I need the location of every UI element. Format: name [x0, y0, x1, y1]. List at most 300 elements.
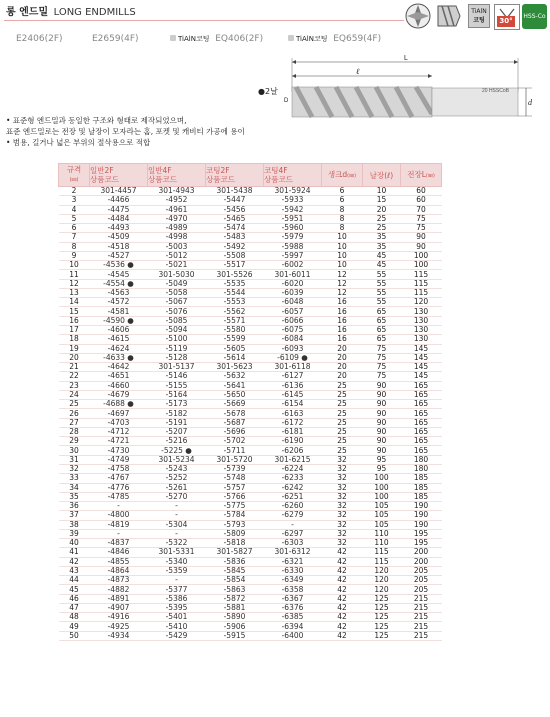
note-line-1: • 표준형 엔드밀과 동일한 구조와 형태로 제작되었으며,: [6, 116, 187, 125]
cell-code-coat-4f: -6039: [264, 288, 322, 297]
cell-code-coat-4f: -6066: [264, 316, 322, 325]
cell-code-coat-2f: -5571: [206, 316, 264, 325]
cell-overall-length: 205: [401, 566, 442, 575]
cell-size: 21: [59, 363, 90, 372]
cell-flute-length: 120: [363, 576, 401, 585]
cell-code-coat-4f: -6109 ●: [264, 353, 322, 362]
cell-code-2f: -4642: [90, 363, 148, 372]
cell-code-4f: -4989: [148, 224, 206, 233]
model-e2406: E2406(2F): [16, 34, 63, 44]
cell-size: 20: [59, 353, 90, 362]
header-code-coat-2f: 코팅2F 상품코드: [206, 164, 264, 187]
cell-code-2f: -4545: [90, 270, 148, 279]
cell-code-coat-4f: -6145: [264, 390, 322, 399]
cell-code-4f: -5119: [148, 344, 206, 353]
cell-code-coat-2f: -5890: [206, 613, 264, 622]
cell-size: 40: [59, 539, 90, 548]
cell-shank: 32: [322, 502, 363, 511]
cell-code-2f: -4679: [90, 390, 148, 399]
table-row: [59, 205, 442, 214]
cell-flute-length: 90: [363, 418, 401, 427]
table-row: [59, 187, 442, 196]
cell-code-coat-4f: -6002: [264, 261, 322, 270]
cell-code-coat-4f: -6385: [264, 613, 322, 622]
cell-flute-length: 125: [363, 622, 401, 631]
cell-code-2f: -4554 ●: [90, 279, 148, 288]
cell-overall-length: 165: [401, 437, 442, 446]
cell-overall-length: 90: [401, 242, 442, 251]
cell-size: 26: [59, 409, 90, 418]
cell-flute-length: 90: [363, 390, 401, 399]
cell-code-coat-2f: -5793: [206, 520, 264, 529]
cell-code-coat-4f: -6367: [264, 594, 322, 603]
table-row: [59, 603, 442, 612]
table-body: [59, 187, 442, 641]
table-row: [59, 427, 442, 436]
cell-shank: 20: [322, 353, 363, 362]
cell-flute-length: 95: [363, 464, 401, 473]
tialn-coating-badge: TiAlN 코팅: [468, 4, 490, 28]
cell-code-coat-4f: -6181: [264, 427, 322, 436]
cell-flute-length: 110: [363, 539, 401, 548]
cell-flute-length: 105: [363, 502, 401, 511]
cell-code-4f: -5173: [148, 400, 206, 409]
cell-code-4f: -5322: [148, 539, 206, 548]
table-row: [59, 566, 442, 575]
cell-code-4f: -5003: [148, 242, 206, 251]
cell-code-2f: -4882: [90, 585, 148, 594]
cell-size: 28: [59, 427, 90, 436]
cell-shank: 42: [322, 576, 363, 585]
cell-code-coat-2f: -5766: [206, 492, 264, 501]
cell-code-coat-2f: -5483: [206, 233, 264, 242]
cell-code-2f: -4660: [90, 381, 148, 390]
cell-code-4f: -4952: [148, 196, 206, 205]
cell-code-4f: -: [148, 502, 206, 511]
cell-size: 35: [59, 492, 90, 501]
cell-code-2f: -4572: [90, 298, 148, 307]
cell-flute-length: 20: [363, 205, 401, 214]
cell-code-coat-2f: -5447: [206, 196, 264, 205]
cell-size: 15: [59, 307, 90, 316]
cell-code-4f: -5146: [148, 372, 206, 381]
cell-flute-length: 115: [363, 548, 401, 557]
cell-flute-length: 75: [363, 363, 401, 372]
table-row: [59, 335, 442, 344]
cell-code-2f: -4651: [90, 372, 148, 381]
table-row: [59, 492, 442, 501]
cell-flute-length: 45: [363, 251, 401, 260]
header-code-2f: 일반2F 상품코드: [90, 164, 148, 187]
cell-flute-length: 15: [363, 196, 401, 205]
table-row: [59, 363, 442, 372]
cell-overall-length: 145: [401, 353, 442, 362]
cell-code-coat-4f: -6084: [264, 335, 322, 344]
cell-code-2f: -4864: [90, 566, 148, 575]
cell-code-coat-2f: -5544: [206, 288, 264, 297]
cell-overall-length: 115: [401, 288, 442, 297]
cell-shank: 32: [322, 492, 363, 501]
cell-code-coat-2f: 301-5720: [206, 455, 264, 464]
cell-code-coat-2f: -5650: [206, 390, 264, 399]
cell-code-coat-4f: -6020: [264, 279, 322, 288]
cell-code-2f: -4518: [90, 242, 148, 251]
helix-angle-badge: 30°: [494, 4, 520, 30]
table-row: [59, 298, 442, 307]
cell-flute-length: 115: [363, 557, 401, 566]
model-eq406: TiAlN코팅 EQ406(2F): [170, 34, 263, 44]
cell-shank: 25: [322, 409, 363, 418]
cell-overall-length: 120: [401, 298, 442, 307]
cell-code-coat-2f: -5687: [206, 418, 264, 427]
cell-overall-length: 180: [401, 464, 442, 473]
cell-shank: 8: [322, 205, 363, 214]
cell-code-4f: -5058: [148, 288, 206, 297]
table-row: [59, 613, 442, 622]
cell-flute-length: 35: [363, 233, 401, 242]
cell-overall-length: 145: [401, 372, 442, 381]
cell-code-2f: -4527: [90, 251, 148, 260]
cell-code-coat-4f: -6224: [264, 464, 322, 473]
endmill-side-icon: [434, 2, 464, 30]
cell-code-2f: -4466: [90, 196, 148, 205]
table-row: [59, 307, 442, 316]
cell-code-2f: -4846: [90, 548, 148, 557]
cell-code-coat-2f: -5757: [206, 483, 264, 492]
cell-code-4f: -5401: [148, 613, 206, 622]
cell-size: 38: [59, 520, 90, 529]
note-line-3: • 범용, 길거나 넓은 부위의 절삭용으로 적합: [6, 138, 151, 147]
cell-overall-length: 165: [401, 418, 442, 427]
cell-code-2f: -4493: [90, 224, 148, 233]
table-row: [59, 242, 442, 251]
cell-shank: 20: [322, 363, 363, 372]
cell-overall-length: 165: [401, 427, 442, 436]
cell-shank: 32: [322, 464, 363, 473]
table-row: [59, 483, 442, 492]
cell-code-4f: -5261: [148, 483, 206, 492]
cell-code-4f: -: [148, 511, 206, 520]
cell-shank: 25: [322, 390, 363, 399]
cell-code-4f: -5243: [148, 464, 206, 473]
cell-code-coat-2f: -5702: [206, 437, 264, 446]
cell-code-4f: -5386: [148, 594, 206, 603]
cell-shank: 16: [322, 298, 363, 307]
cell-flute-length: 90: [363, 400, 401, 409]
cell-code-coat-4f: -6260: [264, 502, 322, 511]
cell-flute-length: 100: [363, 492, 401, 501]
table-row: [59, 631, 442, 640]
cell-overall-length: 100: [401, 261, 442, 270]
cell-overall-length: 90: [401, 233, 442, 242]
cell-size: 41: [59, 548, 90, 557]
table-row: [59, 557, 442, 566]
cell-size: 13: [59, 288, 90, 297]
cell-code-4f: -5304: [148, 520, 206, 529]
cell-shank: 42: [322, 603, 363, 612]
cell-size: 6: [59, 224, 90, 233]
cell-size: 46: [59, 594, 90, 603]
cell-size: 33: [59, 474, 90, 483]
cell-code-4f: -5252: [148, 474, 206, 483]
cell-flute-length: 65: [363, 335, 401, 344]
cell-code-2f: -4819: [90, 520, 148, 529]
cell-code-coat-4f: -6093: [264, 344, 322, 353]
product-notes: [6, 115, 245, 148]
cell-shank: 12: [322, 288, 363, 297]
cell-code-coat-2f: -5696: [206, 427, 264, 436]
cell-code-coat-2f: -5748: [206, 474, 264, 483]
cell-size: 39: [59, 529, 90, 538]
cell-code-2f: -4563: [90, 288, 148, 297]
cell-code-coat-2f: -5906: [206, 622, 264, 631]
cell-code-coat-2f: -5739: [206, 464, 264, 473]
cell-code-2f: -4758: [90, 464, 148, 473]
cell-overall-length: 130: [401, 307, 442, 316]
cell-shank: 42: [322, 622, 363, 631]
endmill-front-icon: [404, 2, 432, 30]
cell-overall-length: 205: [401, 585, 442, 594]
cell-size: 44: [59, 576, 90, 585]
cell-overall-length: 145: [401, 363, 442, 372]
table-row: [59, 344, 442, 353]
cell-size: 27: [59, 418, 90, 427]
table-row: [59, 585, 442, 594]
cell-flute-length: 90: [363, 381, 401, 390]
cell-flute-length: 100: [363, 474, 401, 483]
cell-code-2f: -4581: [90, 307, 148, 316]
table-row: [59, 372, 442, 381]
cell-flute-length: 75: [363, 353, 401, 362]
cell-code-coat-4f: -5933: [264, 196, 322, 205]
cell-overall-length: 165: [401, 381, 442, 390]
cell-code-2f: -4721: [90, 437, 148, 446]
cell-size: 47: [59, 603, 90, 612]
cell-shank: 32: [322, 529, 363, 538]
cell-code-coat-4f: -5979: [264, 233, 322, 242]
cell-overall-length: 215: [401, 603, 442, 612]
cell-shank: 42: [322, 594, 363, 603]
dimension-L-label: L: [404, 55, 408, 62]
cell-code-4f: -: [148, 529, 206, 538]
cell-code-2f: -4712: [90, 427, 148, 436]
cell-code-coat-2f: -5836: [206, 557, 264, 566]
cell-code-coat-4f: -6075: [264, 325, 322, 334]
cell-flute-length: 120: [363, 585, 401, 594]
cell-overall-length: 165: [401, 446, 442, 455]
cell-overall-length: 200: [401, 557, 442, 566]
cell-overall-length: 165: [401, 409, 442, 418]
cell-overall-length: 70: [401, 205, 442, 214]
table-row: [59, 270, 442, 279]
cell-code-4f: -5155: [148, 381, 206, 390]
cell-code-4f: -5100: [148, 335, 206, 344]
cell-shank: 8: [322, 214, 363, 223]
cell-code-coat-4f: 301-6011: [264, 270, 322, 279]
table-row: [59, 418, 442, 427]
cell-shank: 16: [322, 307, 363, 316]
cell-shank: 25: [322, 446, 363, 455]
cell-code-coat-4f: 301-6312: [264, 548, 322, 557]
cell-code-2f: -4891: [90, 594, 148, 603]
cell-shank: 42: [322, 557, 363, 566]
cell-size: 4: [59, 205, 90, 214]
cell-code-coat-2f: -5775: [206, 502, 264, 511]
cell-flute-length: 90: [363, 409, 401, 418]
cell-overall-length: 130: [401, 316, 442, 325]
cell-flute-length: 125: [363, 603, 401, 612]
cell-code-coat-2f: 301-5526: [206, 270, 264, 279]
cell-shank: 20: [322, 372, 363, 381]
cell-code-coat-4f: -6136: [264, 381, 322, 390]
cell-code-coat-2f: -5535: [206, 279, 264, 288]
cell-code-coat-2f: -5599: [206, 335, 264, 344]
cell-size: 16: [59, 316, 90, 325]
cell-flute-length: 45: [363, 261, 401, 270]
cell-code-coat-2f: -5863: [206, 585, 264, 594]
table-row: [59, 576, 442, 585]
cell-code-coat-4f: -6057: [264, 307, 322, 316]
cell-shank: 12: [322, 279, 363, 288]
table-row: [59, 474, 442, 483]
cell-size: 2: [59, 187, 90, 196]
cell-code-coat-4f: -5951: [264, 214, 322, 223]
flute-note: ●2날: [258, 87, 278, 96]
cell-shank: 10: [322, 261, 363, 270]
table-row: [59, 548, 442, 557]
cell-code-2f: 301-4457: [90, 187, 148, 196]
cell-flute-length: 65: [363, 325, 401, 334]
table-row: [59, 400, 442, 409]
cell-overall-length: 165: [401, 390, 442, 399]
cell-size: 31: [59, 455, 90, 464]
cell-overall-length: 60: [401, 196, 442, 205]
cell-size: 29: [59, 437, 90, 446]
cell-shank: 25: [322, 427, 363, 436]
cell-code-coat-4f: -6376: [264, 603, 322, 612]
cell-size: 3: [59, 196, 90, 205]
cell-code-2f: -4615: [90, 335, 148, 344]
cell-overall-length: 190: [401, 502, 442, 511]
cell-code-2f: -4907: [90, 603, 148, 612]
cell-size: 12: [59, 279, 90, 288]
cell-code-2f: -4703: [90, 418, 148, 427]
cell-flute-length: 125: [363, 613, 401, 622]
cell-code-2f: -4916: [90, 613, 148, 622]
cell-code-4f: -5076: [148, 307, 206, 316]
cell-code-coat-4f: -6349: [264, 576, 322, 585]
cell-overall-length: 115: [401, 270, 442, 279]
cell-code-2f: -: [90, 529, 148, 538]
table-row: [59, 529, 442, 538]
cell-overall-length: 215: [401, 622, 442, 631]
cell-code-4f: -5377: [148, 585, 206, 594]
cell-code-coat-2f: -5872: [206, 594, 264, 603]
cell-shank: 25: [322, 381, 363, 390]
cell-size: 48: [59, 613, 90, 622]
table-row: [59, 455, 442, 464]
note-line-2: 표준 엔드밀로는 전장 및 날장이 모자라는 홈, 포켓 및 캐비티 가공에 용이: [6, 127, 245, 136]
cell-code-4f: -5191: [148, 418, 206, 427]
cell-code-4f: -5207: [148, 427, 206, 436]
coating-icon: [288, 35, 294, 41]
cell-size: 49: [59, 622, 90, 631]
cell-overall-length: 195: [401, 539, 442, 548]
cell-code-4f: -5395: [148, 603, 206, 612]
cell-code-coat-4f: 301-5924: [264, 187, 322, 196]
cell-shank: 32: [322, 520, 363, 529]
cell-code-coat-4f: -5960: [264, 224, 322, 233]
cell-code-2f: -4767: [90, 474, 148, 483]
cell-overall-length: 75: [401, 224, 442, 233]
cell-code-coat-4f: -6394: [264, 622, 322, 631]
cell-overall-length: 215: [401, 613, 442, 622]
cell-code-4f: 301-5234: [148, 455, 206, 464]
table-row: [59, 288, 442, 297]
table-row: [59, 261, 442, 270]
cell-shank: 10: [322, 233, 363, 242]
cell-shank: 42: [322, 585, 363, 594]
cell-code-coat-2f: -5784: [206, 511, 264, 520]
header-overall-length: 전장L(㎜): [401, 164, 442, 187]
header-code-4f: 일반4F 상품코드: [148, 164, 206, 187]
cell-code-4f: -5216: [148, 437, 206, 446]
table-row: [59, 325, 442, 334]
cell-overall-length: 185: [401, 474, 442, 483]
cell-overall-length: 130: [401, 335, 442, 344]
cell-code-2f: -4776: [90, 483, 148, 492]
cell-code-coat-4f: -6190: [264, 437, 322, 446]
cell-shank: 8: [322, 224, 363, 233]
cell-code-4f: -5049: [148, 279, 206, 288]
cell-flute-length: 90: [363, 437, 401, 446]
cell-shank: 6: [322, 196, 363, 205]
cell-code-coat-2f: -5641: [206, 381, 264, 390]
cell-code-coat-2f: -5474: [206, 224, 264, 233]
cell-code-4f: 301-5137: [148, 363, 206, 372]
cell-code-coat-4f: -6297: [264, 529, 322, 538]
cell-size: 5: [59, 214, 90, 223]
cell-size: 37: [59, 511, 90, 520]
endmill-diagram: [282, 52, 538, 122]
header-shank: 생크d(㎜): [322, 164, 363, 187]
cell-overall-length: 115: [401, 279, 442, 288]
cell-code-coat-2f: -5678: [206, 409, 264, 418]
cell-code-coat-2f: -5614: [206, 353, 264, 362]
cell-overall-length: 100: [401, 251, 442, 260]
cell-code-coat-2f: -5456: [206, 205, 264, 214]
cell-code-coat-4f: -6242: [264, 483, 322, 492]
cell-code-coat-2f: -5818: [206, 539, 264, 548]
page-subtitle: LONG ENDMILLS: [53, 7, 136, 18]
cell-shank: 16: [322, 335, 363, 344]
cell-overall-length: 185: [401, 492, 442, 501]
cell-code-4f: 301-5331: [148, 548, 206, 557]
cell-code-4f: -5340: [148, 557, 206, 566]
cell-code-coat-4f: -5988: [264, 242, 322, 251]
cell-overall-length: 185: [401, 483, 442, 492]
cell-code-coat-4f: -5942: [264, 205, 322, 214]
cell-size: 19: [59, 344, 90, 353]
cell-overall-length: 60: [401, 187, 442, 196]
cell-overall-length: 190: [401, 511, 442, 520]
cell-shank: 25: [322, 418, 363, 427]
cell-code-coat-4f: -6163: [264, 409, 322, 418]
cell-flute-length: 25: [363, 224, 401, 233]
cell-overall-length: 145: [401, 344, 442, 353]
table-row: [59, 381, 442, 390]
table-row: [59, 464, 442, 473]
